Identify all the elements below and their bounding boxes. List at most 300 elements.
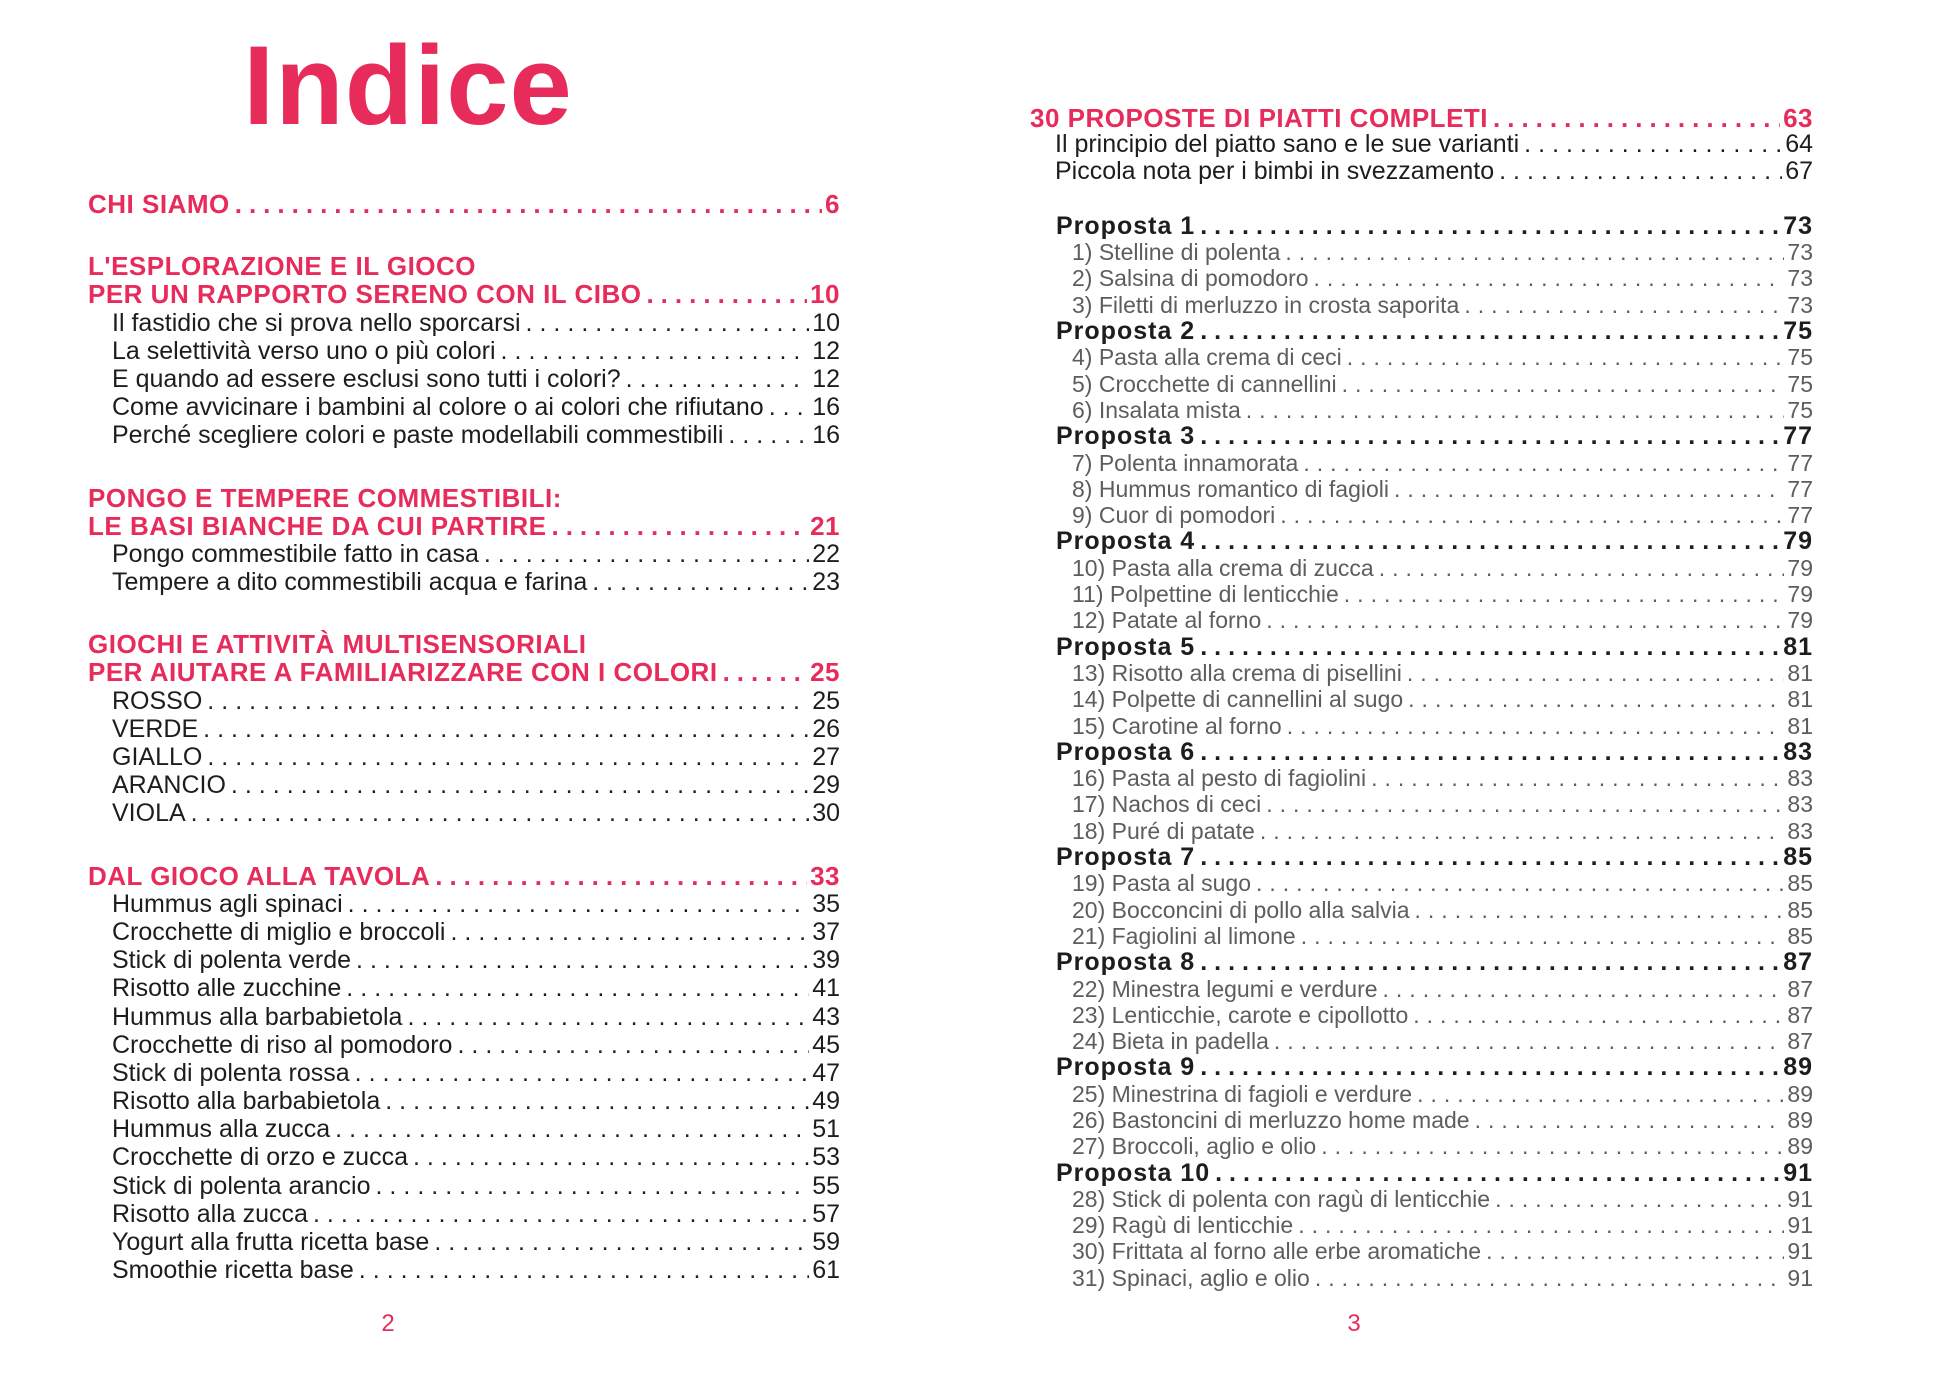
toc-entry: [1030, 344, 1813, 370]
toc-entry: [1030, 476, 1813, 502]
toc-entry: [88, 337, 840, 365]
toc-entry-label: GIALLO: [112, 743, 203, 771]
toc-entry-label: 30) Frittata al forno alle erbe aromatiche: [1072, 1238, 1482, 1265]
toc-entry-label: 21) Fagiolini al limone: [1072, 922, 1296, 949]
dot-leader: [1200, 634, 1780, 660]
toc-entry-label: 7) Polenta innamorata: [1072, 449, 1299, 476]
toc-entry: [1030, 555, 1813, 581]
dot-leader: [313, 1200, 809, 1228]
toc-entry: [88, 918, 840, 946]
toc-entry-label: ROSSO: [112, 686, 203, 715]
toc-entry-label: Hummus agli spinaci: [112, 889, 343, 918]
toc-entry-label: ARANCIO: [112, 771, 226, 800]
toc-entry-page-number: 30: [812, 799, 840, 828]
toc-entry-label: 17) Nachos di ceci: [1072, 791, 1262, 818]
toc-entry-page-number: 87: [1787, 1028, 1813, 1055]
toc-entry-page-number: 79: [1787, 554, 1813, 581]
toc-entry-label: Hummus alla zucca: [112, 1115, 331, 1144]
dot-leader: [1321, 1133, 1784, 1159]
toc-entry-page-number: 16: [812, 421, 840, 450]
toc-entry-page-number: 61: [812, 1256, 840, 1285]
toc-entry-label: Risotto alla zucca: [112, 1199, 308, 1228]
toc-entry: [1030, 131, 1813, 157]
dot-leader: [435, 862, 807, 890]
dot-leader: [1315, 1265, 1785, 1291]
toc-entry-label: 9) Cuor di pomodori: [1072, 502, 1276, 529]
toc-entry-page-number: 6: [825, 189, 840, 219]
toc-entry: [88, 1087, 840, 1115]
toc-entry: [88, 1228, 840, 1256]
dot-leader: [450, 918, 809, 946]
toc-entry-page-number: 73: [1787, 291, 1813, 318]
toc-entry-label: E quando ad essere esclusi sono tutti i colori?: [112, 364, 621, 393]
toc-entry-page-number: 33: [810, 860, 840, 891]
dot-leader: [413, 1143, 809, 1171]
toc-entry-label: Stick di polenta verde: [112, 946, 352, 975]
dot-leader: [1486, 1238, 1784, 1264]
right-footer-page-number: 3: [1347, 1310, 1361, 1337]
toc-entry-page-number: 79: [1783, 527, 1813, 556]
toc-entry-label: 4) Pasta alla crema di ceci: [1072, 344, 1342, 371]
toc-entry-page-number: 55: [812, 1171, 840, 1200]
dot-leader: [723, 658, 808, 686]
toc-entry-page-number: 73: [1787, 265, 1813, 292]
toc-entry: [1030, 265, 1813, 291]
toc-entry-page-number: 87: [1787, 1001, 1813, 1028]
toc-entry-page-number: 91: [1783, 1158, 1813, 1187]
toc-entry: [1030, 1265, 1813, 1291]
dot-leader: [348, 890, 810, 918]
toc-entry: [88, 568, 840, 596]
toc-entry-page-number: 77: [1787, 502, 1813, 529]
toc-entry-label: Proposta 8: [1056, 948, 1196, 977]
dot-leader: [356, 946, 809, 974]
toc-entry: [1030, 371, 1813, 397]
toc-entry-page-number: 67: [1785, 156, 1813, 185]
dot-leader: [1200, 844, 1780, 870]
dot-leader: [1200, 318, 1780, 344]
dot-leader: [1200, 1054, 1780, 1080]
dot-leader: [434, 1228, 809, 1256]
toc-entry-page-number: 89: [1783, 1053, 1813, 1082]
dot-leader: [1383, 976, 1785, 1002]
toc-entry-page-number: 89: [1787, 1106, 1813, 1133]
dot-leader: [1314, 265, 1785, 291]
toc-entry-page-number: 35: [812, 889, 840, 918]
toc-entry-label: 25) Minestrina di fagioli e verdure: [1072, 1080, 1413, 1107]
dot-leader: [1524, 131, 1782, 157]
dot-leader: [728, 421, 809, 449]
toc-entry: [1030, 528, 1813, 554]
dot-leader: [346, 974, 809, 1002]
dot-leader: [1200, 528, 1780, 554]
toc-entry-page-number: 79: [1787, 607, 1813, 634]
dot-leader: [207, 743, 809, 771]
toc-entry: [1030, 739, 1813, 765]
toc-entry-label: 10) Pasta alla crema di zucca: [1072, 554, 1374, 581]
toc-entry-page-number: 81: [1787, 659, 1813, 686]
left-toc-column: [88, 190, 840, 1284]
dot-leader: [1371, 765, 1784, 791]
dot-leader: [1379, 555, 1785, 581]
dot-leader: [1394, 476, 1784, 502]
toc-entry-page-number: 91: [1787, 1185, 1813, 1212]
toc-entry-page-number: 37: [812, 917, 840, 946]
toc-entry-label: Piccola nota per i bimbi in svezzamento: [1055, 156, 1495, 185]
toc-entry: [88, 771, 840, 799]
toc-entry: [88, 1059, 840, 1087]
toc-entry: [1030, 450, 1813, 476]
dot-leader: [1200, 949, 1780, 975]
toc-entry-label: Proposta 9: [1056, 1053, 1196, 1082]
toc-entry-label: 19) Pasta al sugo: [1072, 870, 1252, 897]
toc-entry-label: 8) Hummus romantico di fagioli: [1072, 475, 1390, 502]
toc-entry-page-number: 64: [1785, 130, 1813, 159]
toc-entry: [88, 190, 840, 218]
dot-leader: [191, 799, 810, 827]
toc-entry-page-number: 85: [1787, 870, 1813, 897]
toc-entry-label: 18) Puré di patate: [1072, 817, 1255, 844]
toc-entry-page-number: 85: [1783, 843, 1813, 872]
toc-entry-label: Crocchette di riso al pomodoro: [112, 1030, 453, 1059]
toc-entry-label: Smoothie ricetta base: [112, 1256, 354, 1285]
toc-entry-label: 30 PROPOSTE DI PIATTI COMPLETI: [1030, 103, 1489, 133]
toc-entry-label: Tempere a dito commestibili acqua e farina: [112, 568, 588, 597]
toc-entry: [1030, 791, 1813, 817]
dot-leader: [1200, 423, 1780, 449]
toc-entry: [1030, 213, 1813, 239]
toc-entry-label: 2) Salsina di pomodoro: [1072, 265, 1309, 292]
dot-leader: [1274, 1028, 1784, 1054]
dot-leader: [1266, 607, 1784, 633]
toc-entry-label: Proposta 7: [1056, 843, 1196, 872]
toc-entry: [1030, 1160, 1813, 1186]
dot-leader: [1266, 791, 1784, 817]
toc-entry: [88, 715, 840, 743]
toc-entry-label: Risotto alla barbabietola: [112, 1087, 381, 1116]
dot-leader: [1280, 502, 1784, 528]
toc-entry: [88, 658, 840, 686]
toc-entry-label: Crocchette di miglio e broccoli: [112, 917, 446, 946]
toc-entry: [1030, 1002, 1813, 1028]
toc-entry: [1030, 397, 1813, 423]
toc-entry-page-number: 87: [1787, 975, 1813, 1002]
toc-entry-label: Yogurt alla frutta ricetta base: [112, 1228, 430, 1256]
left-footer-page-number: 2: [381, 1310, 395, 1337]
dot-leader: [1215, 1160, 1780, 1186]
toc-entry: [88, 309, 840, 337]
dot-leader: [1303, 450, 1784, 476]
toc-entry-page-number: 73: [1787, 239, 1813, 266]
toc-entry-label: Crocchette di orzo e zucca: [112, 1143, 408, 1172]
dot-leader: [626, 365, 810, 393]
toc-entry-page-number: 91: [1787, 1264, 1813, 1291]
toc-entry-page-number: 29: [812, 771, 840, 800]
toc-entry-label: Proposta 5: [1056, 632, 1196, 661]
toc-entry-page-number: 89: [1787, 1133, 1813, 1160]
dot-leader: [1464, 292, 1784, 318]
toc-entry: [1030, 634, 1813, 660]
toc-entry-label: Il principio del piatto sano e le sue varianti: [1055, 130, 1520, 159]
toc-entry-label: 1) Stelline di polenta: [1072, 239, 1281, 266]
dot-leader: [1287, 713, 1785, 739]
toc-entry-label: 16) Pasta al pesto di fagiolini: [1072, 765, 1367, 792]
dot-leader: [526, 309, 810, 337]
toc-entry: [1030, 844, 1813, 870]
toc-entry: [1030, 607, 1813, 633]
toc-entry: [88, 1143, 840, 1171]
toc-entry: [88, 1115, 840, 1143]
toc-entry-label: 15) Carotine al forno: [1072, 712, 1282, 739]
toc-entry: [88, 252, 840, 280]
dot-leader: [1413, 1002, 1784, 1028]
toc-entry-label: 3) Filetti di merluzzo in crosta saporita: [1072, 291, 1460, 318]
toc-entry-page-number: 22: [812, 539, 840, 568]
toc-entry-page-number: 81: [1783, 632, 1813, 661]
toc-entry-page-number: 85: [1787, 922, 1813, 949]
dot-leader: [1407, 660, 1785, 686]
dot-leader: [1499, 158, 1782, 184]
toc-entry: [88, 1172, 840, 1200]
toc-entry-label: 12) Patate al forno: [1072, 607, 1262, 634]
toc-entry-label: La selettività verso uno o più colori: [112, 336, 496, 365]
toc-entry-page-number: 63: [1783, 103, 1813, 133]
dot-leader: [359, 1256, 809, 1284]
toc-entry: [1030, 158, 1813, 184]
toc-entry: [88, 1200, 840, 1228]
dot-leader: [1415, 897, 1785, 923]
toc-entry-page-number: 77: [1787, 475, 1813, 502]
dot-leader: [1200, 739, 1780, 765]
toc-entry-page-number: 85: [1787, 896, 1813, 923]
dot-leader: [335, 1115, 809, 1143]
toc-entry-label: Come avvicinare i bambini al colore o ai colori che rifiutano: [112, 393, 764, 422]
dot-leader: [1285, 239, 1784, 265]
dot-leader: [203, 715, 809, 743]
toc-entry: [1030, 897, 1813, 923]
dot-leader: [207, 687, 809, 715]
toc-entry-label: 14) Polpette di cannellini al sugo: [1072, 686, 1404, 713]
toc-entry-label: LE BASI BIANCHE DA CUI PARTIRE: [88, 510, 547, 541]
dot-leader: [1475, 1107, 1785, 1133]
toc-entry-page-number: 89: [1787, 1080, 1813, 1107]
dot-leader: [1200, 213, 1780, 239]
dot-leader: [1298, 1212, 1784, 1238]
dot-leader: [484, 540, 809, 568]
toc-entry-page-number: 79: [1787, 581, 1813, 608]
toc-entry-page-number: 75: [1787, 344, 1813, 371]
right-toc-column: [1030, 105, 1813, 1291]
toc-entry: [1030, 1212, 1813, 1238]
toc-entry: [1030, 502, 1813, 528]
toc-entry: [1030, 1238, 1813, 1264]
toc-entry: [1030, 818, 1813, 844]
dot-leader: [1344, 581, 1785, 607]
toc-entry-label: 22) Minestra legumi e verdure: [1072, 975, 1378, 1002]
toc-entry: [1030, 239, 1813, 265]
dot-leader: [1256, 870, 1784, 896]
toc-entry-label: PER UN RAPPORTO SERENO CON IL CIBO: [88, 279, 642, 310]
toc-entry: [88, 421, 840, 449]
dot-leader: [1495, 1186, 1784, 1212]
toc-entry: [88, 946, 840, 974]
toc-entry-page-number: 25: [810, 657, 840, 688]
toc-entry: [88, 890, 840, 918]
toc-entry-label: Stick di polenta arancio: [112, 1171, 371, 1200]
toc-entry: [1030, 870, 1813, 896]
dot-leader: [1260, 818, 1785, 844]
dot-leader: [1347, 344, 1785, 370]
toc-entry-page-number: 83: [1787, 791, 1813, 818]
toc-entry: [88, 1031, 840, 1059]
dot-leader: [769, 393, 809, 421]
toc-entry: [88, 512, 840, 540]
toc-entry: [88, 280, 840, 308]
dot-leader: [1246, 397, 1785, 423]
toc-entry-page-number: 75: [1787, 370, 1813, 397]
toc-entry-label: 24) Bieta in padella: [1072, 1028, 1269, 1055]
toc-entry: [1030, 1133, 1813, 1159]
toc-entry-label: DAL GIOCO ALLA TAVOLA: [88, 860, 431, 891]
dot-leader: [1417, 1081, 1784, 1107]
toc-entry-page-number: 73: [1783, 211, 1813, 240]
toc-entry: [1030, 949, 1813, 975]
toc-entry-page-number: 81: [1787, 686, 1813, 713]
toc-entry-page-number: 27: [812, 743, 840, 771]
toc-entry-label: 28) Stick di polenta con ragù di lenticchie: [1072, 1185, 1491, 1212]
toc-entry-page-number: 87: [1783, 948, 1813, 977]
toc-entry-label: 5) Crocchette di cannellini: [1072, 370, 1337, 397]
toc-entry-page-number: 10: [810, 279, 840, 310]
dot-leader: [355, 1059, 810, 1087]
toc-entry-label: 27) Broccoli, aglio e olio: [1072, 1133, 1317, 1160]
dot-leader: [1408, 686, 1784, 712]
toc-entry-page-number: 45: [812, 1030, 840, 1059]
toc-entry-page-number: 10: [812, 308, 840, 337]
dot-leader: [1493, 105, 1780, 131]
toc-entry-page-number: 75: [1783, 317, 1813, 346]
toc-entry-page-number: 39: [812, 946, 840, 975]
toc-entry-label: PONGO E TEMPERE COMMESTIBILI:: [88, 482, 562, 513]
toc-entry: [1030, 423, 1813, 449]
dot-leader: [385, 1087, 809, 1115]
toc-entry: [1030, 713, 1813, 739]
toc-entry-label: VIOLA: [112, 799, 186, 828]
toc-entry-page-number: 51: [812, 1115, 840, 1144]
toc-entry: [88, 484, 840, 512]
toc-entry-label: Risotto alle zucchine: [112, 974, 342, 1003]
dot-leader: [375, 1172, 809, 1200]
toc-entry-page-number: 47: [812, 1058, 840, 1087]
toc-entry: [1030, 292, 1813, 318]
toc-entry: [1030, 765, 1813, 791]
toc-entry: [88, 365, 840, 393]
toc-entry-label: Pongo commestibile fatto in casa: [112, 539, 479, 568]
toc-entry: [1030, 1054, 1813, 1080]
toc-entry-label: 20) Bocconcini di pollo alla salvia: [1072, 896, 1410, 923]
toc-entry: [1030, 686, 1813, 712]
dot-leader: [407, 1003, 809, 1031]
toc-entry-label: Stick di polenta rossa: [112, 1058, 350, 1087]
toc-entry-page-number: 26: [812, 714, 840, 743]
toc-entry-page-number: 43: [812, 1002, 840, 1031]
toc-entry-label: Hummus alla barbabietola: [112, 1002, 403, 1031]
dot-leader: [231, 771, 809, 799]
toc-entry-page-number: 49: [812, 1087, 840, 1116]
toc-entry-page-number: 57: [812, 1199, 840, 1228]
toc-entry: [88, 1256, 840, 1284]
toc-entry: [1030, 660, 1813, 686]
toc-entry-label: 23) Lenticchie, carote e cipollotto: [1072, 1001, 1409, 1028]
toc-entry-label: Perché scegliere colori e paste modellabili commestibili: [112, 421, 724, 450]
dot-leader: [551, 512, 807, 540]
toc-entry: [88, 393, 840, 421]
toc-entry-page-number: 77: [1783, 422, 1813, 451]
page-title: Indice: [243, 23, 573, 148]
toc-entry-page-number: 12: [812, 364, 840, 393]
toc-entry-page-number: 21: [810, 510, 840, 541]
dot-leader: [592, 568, 809, 596]
toc-entry-page-number: 12: [812, 336, 840, 365]
toc-entry-page-number: 23: [812, 568, 840, 597]
toc-entry-page-number: 25: [812, 686, 840, 715]
toc-entry-label: Proposta 2: [1056, 317, 1196, 346]
toc-entry-label: GIOCHI E ATTIVITÀ MULTISENSORIALI: [88, 629, 587, 660]
toc-entry-label: CHI SIAMO: [88, 189, 230, 219]
toc-entry-label: 26) Bastoncini di merluzzo home made: [1072, 1106, 1470, 1133]
toc-entry-page-number: 75: [1787, 396, 1813, 423]
toc-entry: [88, 540, 840, 568]
toc-entry-label: Proposta 3: [1056, 422, 1196, 451]
toc-entry-label: 29) Ragù di lenticchie: [1072, 1212, 1294, 1239]
toc-entry-page-number: 83: [1787, 817, 1813, 844]
dot-leader: [1342, 371, 1785, 397]
toc-entry-label: Proposta 1: [1056, 211, 1196, 240]
toc-entry: [1030, 1107, 1813, 1133]
toc-entry-page-number: 91: [1787, 1212, 1813, 1239]
toc-entry-label: Il fastidio che si prova nello sporcarsi: [112, 308, 521, 337]
toc-entry-page-number: 16: [812, 393, 840, 422]
toc-entry-label: 31) Spinaci, aglio e olio: [1072, 1264, 1310, 1291]
toc-entry-page-number: 81: [1787, 712, 1813, 739]
toc-entry-page-number: 59: [812, 1228, 840, 1256]
toc-entry: [88, 630, 840, 658]
toc-entry-page-number: 83: [1783, 737, 1813, 766]
toc-entry: [1030, 318, 1813, 344]
toc-entry-label: Proposta 4: [1056, 527, 1196, 556]
toc-entry: [88, 799, 840, 827]
toc-entry: [88, 743, 840, 771]
toc-entry-label: 11) Polpettine di lenticchie: [1072, 581, 1339, 608]
toc-entry-label: Proposta 6: [1056, 737, 1196, 766]
dot-leader: [501, 337, 810, 365]
toc-entry: [1030, 923, 1813, 949]
toc-entry: [88, 974, 840, 1002]
toc-entry-page-number: 77: [1787, 449, 1813, 476]
toc-entry-label: L'ESPLORAZIONE E IL GIOCO: [88, 251, 477, 282]
toc-entry-label: VERDE: [112, 714, 199, 743]
toc-entry: [88, 862, 840, 890]
toc-entry-page-number: 83: [1787, 765, 1813, 792]
dot-leader: [646, 280, 807, 308]
toc-entry: [88, 1003, 840, 1031]
toc-entry-page-number: 53: [812, 1143, 840, 1172]
dot-leader: [1301, 923, 1785, 949]
toc-entry: [1030, 1028, 1813, 1054]
toc-entry: [1030, 976, 1813, 1002]
toc-entry-label: 13) Risotto alla crema di pisellini: [1072, 659, 1402, 686]
toc-entry: [1030, 1081, 1813, 1107]
